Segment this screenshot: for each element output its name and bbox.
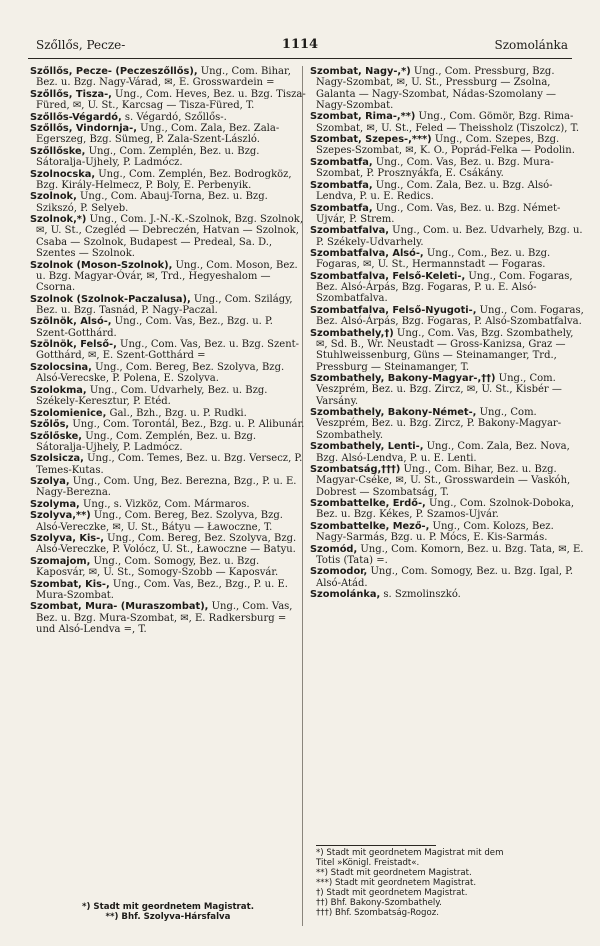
entry-headword: Szombattelke, Erdő-, [310,498,426,510]
entry-headword: Szombatfa, [310,179,373,191]
entry-headword: Szombatfalva, [310,225,389,237]
gazetteer-entry [30,123,306,146]
entry-text: Ung., Com. Somogy, Bez. u. Bzg. Kaposvár, ✉, U. St., Somogy-Szobb — Kaposvár. [36,555,279,579]
gazetteer-entry [30,362,306,385]
entry-text: Ung., Com. Zemplén, Bez. u. Bzg. Sátoralja-Ujhely, P. Ladmócz. [36,430,257,453]
gazetteer-entry [30,214,306,259]
page-header [28,38,572,56]
gazetteer-entry [30,191,306,214]
entry-text: Ung., Com. Komorn, Bez. u. Bzg. Tata, ✉, E. Totis (Tata) =. [316,543,584,566]
entry-headword: Szolyva,**) [30,510,91,522]
entry-text: Ung., Com. Bereg, Bez. Szolyva, Bzg. Alsó-Verecske, P. Polena, E. Szolyva. [36,361,285,385]
gazetteer-entry [310,566,586,589]
entry-headword: Szomajom, [30,555,91,567]
entry-headword: Szőllős, Tisza-, [30,88,112,100]
entry-text: Ung., Com. Zala, Bez. Zala-Egerszeg, Bzg. Sümeg, P. Zala-Szent-László. [36,123,280,146]
gazetteer-entry [310,111,586,134]
footnotes-left [30,902,306,922]
entry-text: Ung., Com. Fogaras, Bez. Alsó-Árpás, Bzg. Fogaras, P. u. E. Alsó-Szombatfalva. [316,270,573,305]
entry-text: Ung., Com. Szilágy, Bez. u. Bzg. Tasnád, P. Nagy-Paczal. [36,293,293,316]
entry-text: Ung., Com. Zala, Bez. Nova, Bzg. Alsó-Lendva, P. u. E. Lenti. [316,441,570,464]
gazetteer-entry [30,294,306,317]
entry-text: Ung., Com. Szolnok-Doboka, Bez. u. Bzg. Kékes, P. Szamos-Ujvár. [316,498,574,521]
entry-headword: Szőllős-Végardó, [30,111,122,123]
gazetteer-entry [310,373,586,407]
gazetteer-entry [310,305,586,328]
entry-headword: Szomolánka, [310,589,381,601]
entry-text: Ung., Com. Bihar, Bez. u. Bzg. Nagy-Várad, ✉, E. Grosswardein = [36,66,291,89]
entry-text: Ung., Com. Bihar, Bez. u. Bzg. Magyar-Cséke, ✉, U. St., Grosswardein — Vaskóh, Dobrest — Szombatság, T. [316,464,571,498]
gazetteer-entry [310,521,586,544]
entry-text: Ung., Com. Udvarhely, Bez. u. Bzg. Székely-Keresztur, P. Etéd. [36,384,268,408]
entry-headword: Szolya, [30,476,70,488]
gazetteer-entry [310,464,586,498]
entry-text: Ung., Com. Ung, Bez. Berezna, Bzg., P. u. E. Nagy-Berezna. [36,476,297,499]
left-column [30,66,306,636]
gazetteer-entry [30,419,306,430]
gazetteer-entry [30,316,306,339]
header-rule [28,58,572,59]
entry-text: Ung., Com. Pressburg, Bzg. Nagy-Szombat, ✉, U. St., Pressburg — Zsolna, Galanta — Nagy-Szombat, Nádas-Szomolany — Nagy-Szombat. [316,66,557,111]
gazetteer-entry [30,476,306,499]
footnote: **) Bhf. Szolyva-Hársfalva [105,912,231,922]
entry-headword: Szombathely, Bakony-Magyar-,††) [310,373,496,385]
entry-headword: Szombatfa, [310,156,373,168]
gazetteer-entry [310,441,586,464]
footnote: *) Stadt mit geordnetem Magistrat mit dem [316,848,504,858]
entry-headword: Szombatfalva, Alsó-, [310,248,424,260]
entry-headword: Szombatfa, [310,202,373,214]
gazetteer-entry [30,579,306,602]
footnotes-right [300,845,586,918]
entry-headword: Szőllős, Vindornja-, [30,123,137,135]
entry-text: Ung., Com. Fogaras, Bez. Alsó-Árpás, Bzg. Fogaras, P. Alsó-Szombatfalva. [316,304,584,328]
entry-headword: Szomód, [310,543,358,555]
entry-headword: Szolyma, [30,498,80,510]
gazetteer-entry [310,180,586,203]
entry-text: Ung., Com. Torontál, Bez., Bzg. u. P. Alibunár. [69,419,305,431]
entry-text: Ung., s. Vizköz, Com. Mármaros. [79,498,250,510]
entry-headword: Szombattelke, Mező-, [310,520,430,532]
entry-headword: Szombat, Mura- (Muraszombat), [30,601,209,613]
entry-text: Ung., Com. Vas, Bez. u. Bzg. Szent-Gotthárd, ✉, E. Szent-Gotthárd = [36,339,300,362]
entry-headword: Szölnök, Felső-, [30,339,117,351]
entry-headword: Szölnök, Alsó-, [30,316,112,328]
footnote: ***) Stadt mit geordnetem Magistrat. [316,878,477,888]
entry-text: Ung., Com. Szepes, Bzg. Szepes-Szombat, ✉, K. O., Poprád-Felka — Podolin. [316,134,575,157]
entry-text: Ung., Com. Moson, Bez. u. Bzg. Magyar-Óvár, ✉, Trd., Hegyeshalom — Csorna. [36,259,298,294]
entry-headword: Szolokma, [30,384,87,396]
footnote-rule [316,845,436,846]
entry-text: s. Szmolinszkó. [380,589,461,601]
entry-headword: Szolsicza, [30,453,84,465]
gazetteer-entry [30,112,306,123]
entry-headword: Szolocsina, [30,361,92,373]
entry-text: Ung., Com. Vas, Bez. u. Bzg. Német-Ujvár, P. Strem. [316,202,561,225]
gazetteer-entry [30,510,306,533]
entry-text: Ung., Com. Vas, Bzg. Szombathely, ✉, Sd. B., Wr. Neustadt — Gross-Kanizsa, Graz — Stuhlweissenburg, Güns — Steinamanger, Trd., Pressburg — Steinamanger, T. [316,327,574,373]
entry-headword: Szombatfalva, Felső-Keleti-, [310,270,466,282]
footnote: **) Stadt mit geordnetem Magistrat. [316,868,472,878]
entry-headword: Szolnocska, [30,168,96,180]
gazetteer-entry [30,431,306,454]
entry-headword: Szolnok,*) [30,214,87,226]
gazetteer-entry [30,339,306,362]
entry-headword: Szolnok (Moson-Szolnok), [30,259,173,271]
entry-headword: Szőllőske, [30,145,86,157]
running-head-left: Szőllős, Pecze- [36,38,126,52]
entry-headword: Szombat, Rima-,**) [310,111,416,123]
entry-text: Ung., Com. Abauj-Torna, Bez. u. Bzg. Szikszó, P. Selyeb. [36,191,268,214]
entry-headword: Szombathely,†) [310,327,394,339]
footnote: ††) Bhf. Bakony-Szombathely. [316,898,442,908]
gazetteer-entry [30,146,306,169]
entry-text: Ung., Com., Bez. u. Bzg. Fogaras, ✉, U. St., Hermannstadt — Fogaras. [316,248,551,271]
entry-headword: Szőllős, Pecze- (Peczeszőllős), [30,66,198,77]
entry-text: Ung., Com. Bereg, Bez. Szolyva, Bzg. Alsó-Vereczke, P. Volócz, U. St., Ławoczne — Batyu. [36,533,297,556]
entry-text: Ung., Com. Vas, Bez. u. Bzg. Mura-Szombat, P. Prosznyákfa, E. Csákány. [316,156,554,180]
entry-headword: Szőlős, [30,419,70,431]
entry-text: Ung., Com. Zemplén, Bez. Bodrogköz, Bzg. Király-Helmecz, P. Boly, E. Perbenyik. [36,168,292,191]
gazetteer-entry [310,66,586,111]
gazetteer-entry [310,225,586,248]
entry-text: Ung., Com. Heves, Bez. u. Bzg. Tisza-Füred, ✉, U. St., Karcsag — Tisza-Füred, T. [36,88,306,112]
right-column [310,66,586,601]
entry-text: Ung., Com. J.-N.-K.-Szolnok, Bzg. Szolnok, ✉, U. St., Czegléd — Debreczén, Hatvan — Szolnok, Csaba — Szolnok, Budapest — Predeal, Sa. D., Szentes — Szolnok. [36,214,304,260]
entry-text: Ung., Com. Somogy, Bez. u. Bzg. Igal, P. Alsó-Atád. [316,566,574,589]
gazetteer-entry [310,157,586,180]
entry-text: Ung., Com. Zala, Bez. u. Bzg. Alsó-Lendva, P. u. E. Redics. [316,179,553,203]
entry-headword: Szolyva, Kis-, [30,533,104,545]
gazetteer-entry [310,407,586,441]
gazetteer-entry [310,248,586,271]
footnote: †) Stadt mit geordnetem Magistrat. [316,888,468,898]
page-number: 1114 [281,37,319,52]
entry-text: Ung., Com. u. Bez. Udvarhely, Bzg. u. P. Székely-Udvarhely. [316,225,583,248]
entry-headword: Szolnok, [30,191,77,203]
gazetteer-entry [30,385,306,408]
gazetteer-entry [310,589,586,600]
gazetteer-entry [30,499,306,510]
entry-headword: Szomodor, [310,566,368,578]
gazetteer-entry [30,533,306,556]
footnote: *) Stadt mit geordnetem Magistrat. [82,902,254,912]
entry-headword: Szolnok (Szolnok-Paczalusa), [30,293,191,305]
entry-headword: Szombat, Kis-, [30,578,110,590]
entry-text: Ung., Com. Bereg, Bez. Szolyva, Bzg. Alsó-Vereczke, ✉, U. St., Bátyu — Ławoczne, T. [36,510,283,533]
entry-text: Ung., Com. Vas, Bez., Bzg. u. P. Szent-Gotthárd. [36,316,273,339]
gazetteer-entry [30,556,306,579]
gazetteer-entry [310,328,586,373]
entry-text: Ung., Com. Temes, Bez. u. Bzg. Versecz, P. Temes-Kutas. [36,453,303,476]
running-head-right: Szomolánka [494,38,568,52]
gazetteer-entry [30,408,306,419]
footnote: †††) Bhf. Szombatság-Rogoz. [316,908,439,918]
gazetteer-entry [30,453,306,476]
footnote: Titel »Königl. Freistadt«. [316,858,420,868]
gazetteer-entry [30,169,306,192]
gazetteer-entry [310,271,586,305]
entry-text: Ung., Com. Veszprém, Bez. u. Bzg. Zircz, P. Bakony-Magyar-Szombathely. [316,407,562,441]
gazetteer-entry [310,498,586,521]
entry-text: Ung., Com. Kolozs, Bez. Nagy-Sarmás, Bzg. u. P. Mócs, E. Kis-Sarmás. [316,520,554,544]
entry-headword: Szombatfalva, Felső-Nyugoti-, [310,304,477,316]
entry-headword: Szombatság,†††) [310,464,401,476]
gazetteer-entry [30,601,306,635]
entry-headword: Szőlőske, [30,430,83,442]
gazetteer-entry [310,134,586,157]
entry-text: Ung., Com. Zemplén, Bez. u. Bzg. Sátoralja-Ujhely, P. Ladmócz. [36,145,260,169]
gazetteer-entry [310,203,586,226]
entry-text: Ung., Com. Veszprém, Bez. u. Bzg. Zircz, ✉, U. St., Kisbér — Varsány. [316,373,562,407]
entry-headword: Szolomienice, [30,407,107,419]
entry-headword: Szombat, Szepes-,***) [310,134,432,146]
entry-text: Gal., Bzh., Bzg. u. P. Rudki. [106,407,247,419]
entry-headword: Szombat, Nagy-,*) [310,66,411,77]
gazetteer-entry [30,260,306,294]
gazetteer-entry [30,66,306,89]
gazetteer-entry [30,89,306,112]
entry-text: Ung., Com. Vas, Bez. u. Bzg. Mura-Szombat, ✉, E. Radkersburg = und Alsó-Lendva =, T. [36,601,293,636]
entry-text: Ung., Com. Gömör, Bzg. Rima-Szombat, ✉, U. St., Feled — Theissholz (Tiszolcz), T. [316,111,580,134]
entry-headword: Szombathely, Lenti-, [310,441,424,453]
entry-text: Ung., Com. Vas, Bez., Bzg., P. u. E. Mura-Szombat. [36,578,288,601]
entry-headword: Szombathely, Bakony-Német-, [310,407,477,419]
gazetteer-entry [310,544,586,567]
entry-text: s. Végardó, Szőllős-. [121,111,227,123]
